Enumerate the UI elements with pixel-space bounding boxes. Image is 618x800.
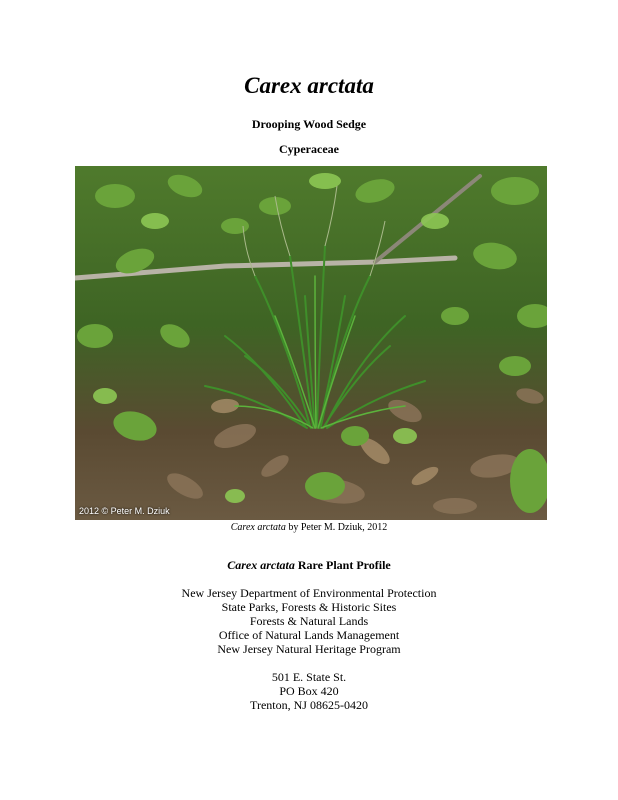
- common-name: Drooping Wood Sedge: [251, 117, 367, 131]
- address-block: [0, 670, 618, 712]
- org-line: New Jersey Natural Heritage Program: [217, 642, 401, 656]
- family-name: Cyperaceae: [279, 142, 339, 156]
- org-line: State Parks, Forests & Historic Sites: [221, 600, 397, 614]
- address-line: PO Box 420: [279, 684, 339, 698]
- organization-block: [0, 586, 618, 656]
- caption-species: Carex arctata: [230, 522, 286, 533]
- forest-floor-illustration: [75, 166, 547, 520]
- address-line: 501 E. State St.: [271, 670, 347, 684]
- org-line: New Jersey Department of Environmental Protection: [181, 586, 437, 600]
- sedge-photo: [75, 166, 547, 520]
- photo-watermark: 2012 © Peter M. Dziuk: [79, 506, 170, 516]
- profile-title-rest: Rare Plant Profile: [294, 558, 391, 572]
- species-title: Carex arctata: [244, 73, 374, 98]
- org-line: Forests & Natural Lands: [249, 614, 369, 628]
- org-line: Office of Natural Lands Management: [218, 628, 400, 642]
- caption-credit: by Peter M. Dziuk, 2012: [285, 522, 388, 533]
- profile-species: Carex arctata: [227, 558, 295, 572]
- address-line: Trenton, NJ 08625-0420: [250, 698, 368, 712]
- profile-title: [0, 558, 618, 573]
- photo-caption: [0, 522, 618, 534]
